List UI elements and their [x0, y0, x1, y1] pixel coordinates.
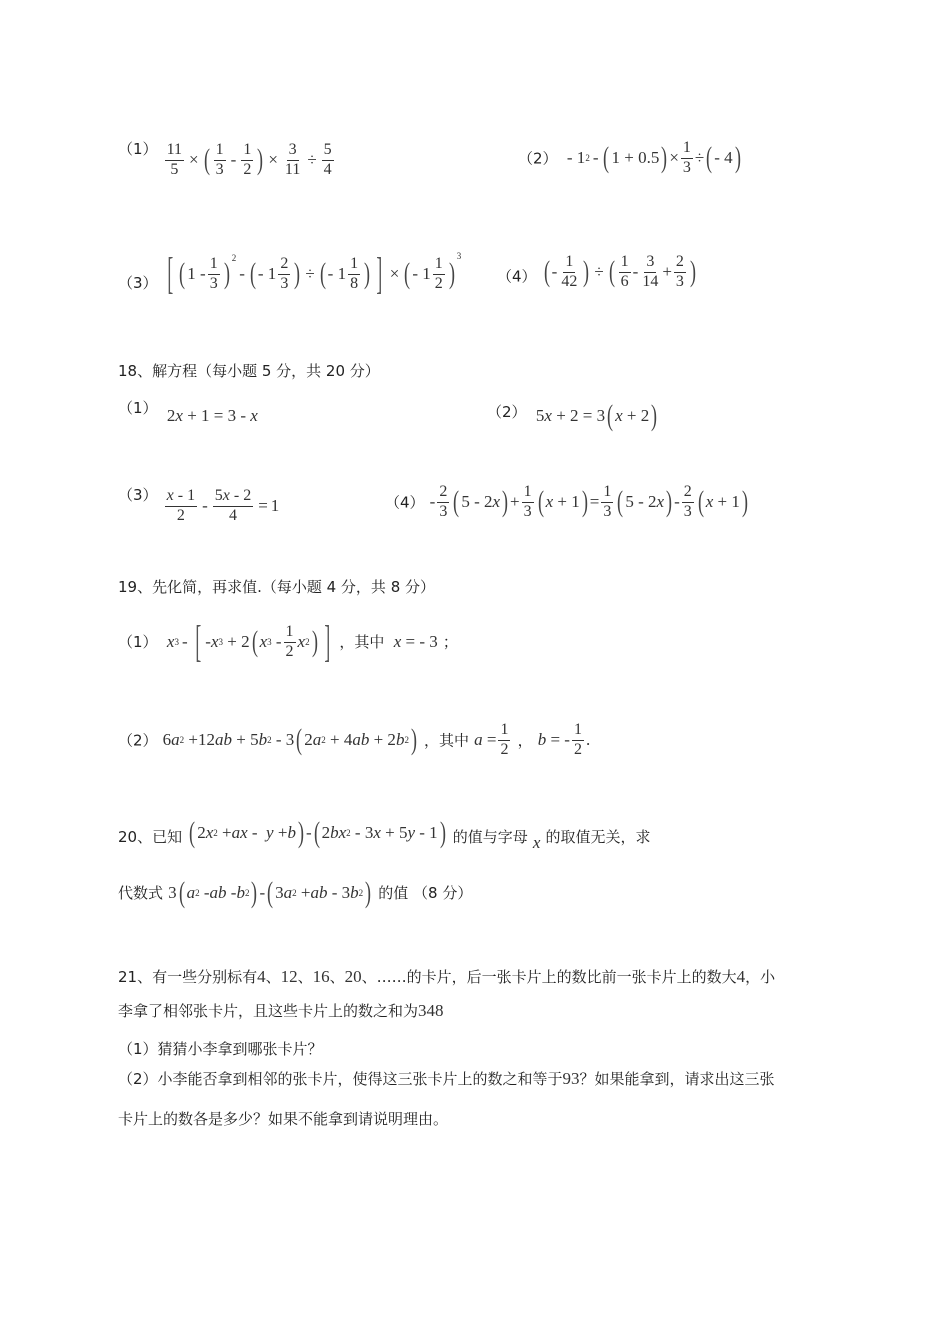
- q21-sub-1: （1）猜猜小李拿到哪张卡片？: [118, 1040, 323, 1058]
- q18-item-3: [118, 484, 279, 525]
- text: 、: [265, 968, 281, 986]
- formula: - 1 2 - ( 1 + 0.5 ) × $\frac{1}{3}$ ÷ ( - 4 ): [562, 139, 741, 176]
- item-label: （1）: [118, 140, 158, 158]
- q19-item-1: [118, 617, 458, 666]
- q20-line2-suffix: 的值 （8 分）: [378, 884, 473, 902]
- condition: x = - 3: [393, 632, 438, 651]
- formula: ( 2 x 2 + ax - y + b ) - ( 2 bx 2 - 3 x + 5 y - 1 ): [189, 816, 446, 849]
- condition-b: b = - $\frac{1}{2}$ .: [537, 721, 591, 758]
- variable-x: x: [532, 833, 541, 852]
- item-label: （2）: [487, 403, 527, 421]
- number: 4: [736, 967, 746, 986]
- where-text: ，其中: [339, 633, 385, 651]
- formula: 3 ( a 2 - ab - b 2 ) - ( 3 a 2 + ab - 3 b 2 ): [168, 876, 372, 909]
- text: 、: [297, 968, 313, 986]
- q18-heading: 18、解方程（每小题 5 分，共 20 分）: [118, 362, 380, 380]
- number: 348: [418, 1001, 444, 1020]
- item-label: （3）: [118, 486, 158, 504]
- text: ，小: [745, 968, 776, 986]
- number: 12: [280, 967, 298, 986]
- formula: [ ( 1 - $\frac{1}{3}$ ) $^2$ - ( - 1 $\frac{2}{3}$ ) ÷ ( - 1 $\frac{1}{8}$ ) ] × ( - 1 $\frac{1}{2}$ ) $^3$: [167, 249, 462, 298]
- condition-a: a = $\frac{1}{2}$: [474, 721, 509, 758]
- where-text: ，其中: [424, 731, 470, 750]
- item-label: （3）: [118, 274, 158, 292]
- item-label: （2）: [118, 731, 158, 750]
- item-label: （2）: [518, 149, 558, 168]
- q17-item-1: [118, 138, 336, 179]
- q20-prefix: 20、已知: [118, 828, 183, 846]
- q18-item-4: [385, 484, 750, 521]
- q19-heading: 19、先化简，再求值.（每小题 4 分，共 8 分）: [118, 578, 436, 596]
- formula: 2 x + 1 = 3 - x: [162, 406, 258, 425]
- formula: 6 a 2 +12 ab + 5 b 2 - 3 ( 2 a 2 + 4 ab + 2 b 2 ): [162, 723, 417, 757]
- comma: ，: [517, 731, 533, 750]
- q20-line2-prefix: 代数式: [118, 884, 164, 902]
- q20-mid1: 的值与字母: [452, 828, 528, 846]
- formula: 5 x + 2 = 3 ( x + 2 ): [531, 399, 658, 432]
- q21-line-1: [118, 966, 775, 987]
- formula: $\frac{11}{5}$ × ( $\frac{1}{3}$ - $\frac{1}{2}$ ) × $\frac{3}{11}$ ÷ $\frac{5}{4}$: [166, 141, 332, 178]
- end-mark: ；: [442, 633, 458, 651]
- item-label: （4）: [385, 493, 425, 512]
- number: 20: [344, 967, 362, 986]
- item-label: （1）: [118, 633, 158, 651]
- number: 93: [562, 1069, 580, 1088]
- q17-item-3: [118, 249, 462, 298]
- q20-line-1: [118, 816, 651, 852]
- q20-mid2: 的取值无关，求: [545, 828, 651, 846]
- formula: ( - $\frac{1}{42}$ ) ÷ ( $\frac{1}{6}$ - $\frac{3}{14}$ + $\frac{2}{3}$ ): [543, 253, 696, 290]
- formula: x 3 - [ - x 3 + 2 ( x 3 - $\frac{1}{2}$ x 2 ) ]: [166, 617, 330, 666]
- q17-item-2: [518, 140, 743, 177]
- formula: $\frac{x - 1}{2}$ - $\frac{5x - 2}{4}$ = 1: [166, 487, 280, 524]
- text: （2）小李能否拿到相邻的张卡片，使得这三张卡片上的数之和等于: [118, 1070, 563, 1088]
- q21-line-2: [118, 1000, 444, 1021]
- q21-line-4: [118, 1068, 775, 1089]
- number: 16: [312, 967, 330, 986]
- formula: - $\frac{2}{3}$ ( 5 - 2 x ) + $\frac{1}{3}$ ( x + 1 ) = $\frac{1}{3}$ ( 5 - 2 x ) - $\frac{2}{3}$ ( x + 1 ): [429, 483, 748, 520]
- q20-line-2: [118, 878, 472, 908]
- text: ？如果能拿到，请求出这三张: [579, 1070, 775, 1088]
- item-label: （1）: [118, 399, 158, 417]
- q18-item-1: [118, 397, 258, 425]
- text: 、……的卡片，后一张卡片上的数比前一张卡片上的数大: [361, 968, 737, 986]
- item-label: （4）: [497, 267, 537, 286]
- q19-item-2: [118, 722, 590, 759]
- text: 李拿了相邻张卡片，且这些卡片上的数之和为: [118, 1002, 419, 1020]
- q18-item-2: [487, 397, 659, 432]
- text: 、: [329, 968, 345, 986]
- number: 4: [257, 967, 266, 986]
- text: 21、有一些分别标有: [118, 968, 258, 986]
- q21-line-5: 卡片上的数各是多少？如果不能拿到请说明理由。: [118, 1110, 449, 1128]
- q17-item-4: [497, 254, 698, 291]
